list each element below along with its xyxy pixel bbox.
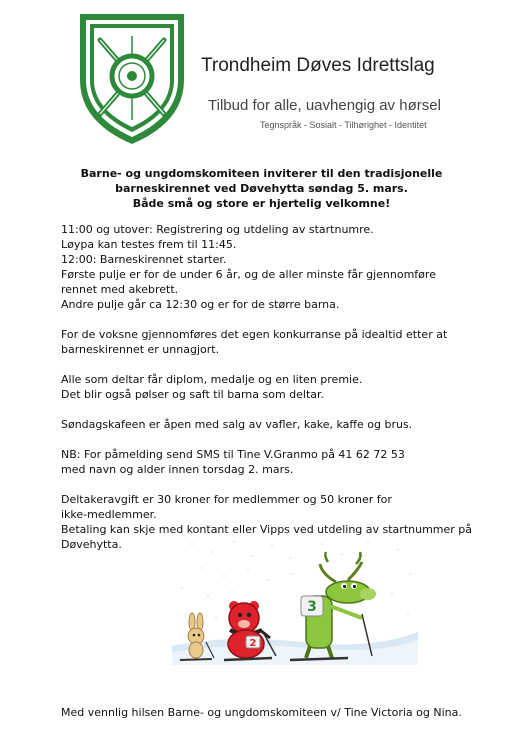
bib-number: 2 — [249, 638, 257, 649]
registration-section — [61, 447, 481, 477]
tagline: Tilbud for alle, uavhengig av hørsel — [208, 97, 441, 114]
adults-section — [61, 327, 481, 357]
body-line: Andre pulje går ca 12:30 og er for de større barna. — [61, 298, 340, 311]
body-line: 11:00 og utover: Registrering og utdeling av startnumre. — [61, 223, 374, 236]
invitation-body — [61, 222, 481, 552]
prizes-section — [61, 372, 481, 402]
bib-number: 3 — [307, 599, 317, 615]
body-line: Søndagskafeen er åpen med salg av vafler, kake, kaffe og brus. — [61, 418, 413, 431]
cafe-section — [61, 417, 481, 432]
headline-line: Barne- og ungdomskomiteen inviterer til den tradisjonelle — [80, 167, 443, 180]
skiing-animals-illustration — [172, 534, 418, 665]
sub-tagline: Tegnspråk - Sosialt - Tilhørighet - Identitet — [260, 120, 427, 130]
body-line: Betaling kan skje med kontant eller Vipps ved utdeling av startnummer på — [61, 523, 473, 536]
body-line: ikke-medlemmer. — [61, 508, 157, 521]
invitation-headline — [40, 166, 483, 211]
organization-name: Trondheim Døves Idrettslag — [201, 55, 435, 76]
body-line: Løypa kan testes frem til 11:45. — [61, 238, 237, 251]
body-line: Døvehytta. — [61, 538, 122, 551]
headline-line: Både små og store er hjertelig velkomne! — [132, 197, 391, 210]
schedule-section — [61, 222, 481, 312]
body-line: Alle som deltar får diplom, medalje og en liten premie. — [61, 373, 363, 386]
headline-line: barneskirennet ved Døvehytta søndag 5. mars. — [115, 182, 408, 195]
snowflakes — [181, 541, 412, 620]
body-line: For de voksne gjennomføres det egen konkurranse på idealtid etter at — [61, 328, 448, 341]
club-logo — [76, 10, 188, 148]
body-line: barneskirennet er unnagjort. — [61, 343, 220, 356]
closing-greeting: Med vennlig hilsen Barne- og ungdomskomiteen v/ Tine Victoria og Nina. — [61, 706, 462, 719]
body-line: rennet med akebrett. — [61, 283, 179, 296]
body-line: Deltakeravgift er 30 kroner for medlemmer og 50 kroner for — [61, 493, 392, 506]
body-line: NB: For påmelding send SMS til Tine V.Granmo på 41 62 72 53 — [61, 448, 405, 461]
body-line: 12:00: Barneskirennet starter. — [61, 253, 227, 266]
body-line: med navn og alder innen torsdag 2. mars. — [61, 463, 294, 476]
body-line: Første pulje er for de under 6 år, og de aller minste får gjennomføre — [61, 268, 436, 281]
body-line: Det blir også pølser og saft til barna som deltar. — [61, 388, 325, 401]
